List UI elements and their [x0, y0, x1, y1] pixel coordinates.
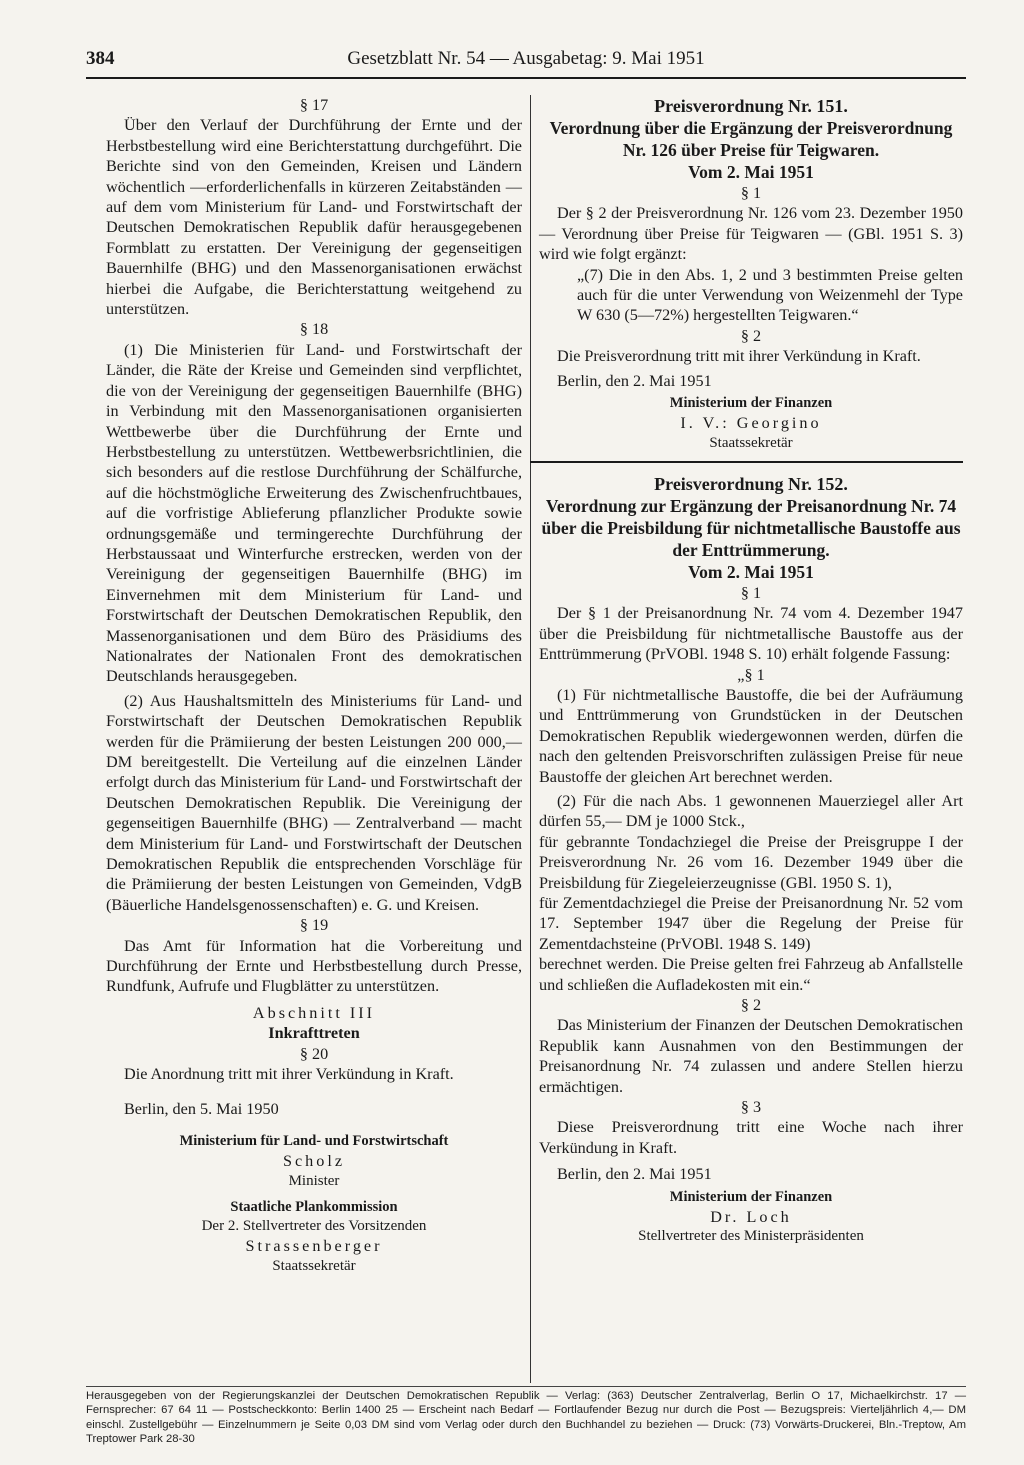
- section-20-title: § 20: [299, 1044, 329, 1063]
- section-17-title: § 17: [299, 96, 329, 114]
- decree-152-section-1-text: Der § 1 der Preisanordnung Nr. 74 vom 4. Dezember 1947 über die Preisbildung für nichtmetallische Baustoffe aus der Enttrümmerung (PrVOBl. 1948 S. 10) erhält folgende Fassung:: [539, 604, 963, 664]
- imprint-footer: [86, 1386, 966, 1446]
- decree-151-section-1-title: § 1: [740, 184, 762, 202]
- section-heading: Abschnitt III: [252, 1003, 376, 1022]
- header-rule: [86, 77, 966, 79]
- page-header: [86, 44, 966, 74]
- minister-role: Minister: [288, 1172, 340, 1189]
- section-18-paragraph-1: (1) Die Ministerien für Land- und Forstwirtschaft der Länder, die Räte der Kreise und Gemeinden sind verpflichtet, die von der Vereinigung der gegenseitigen Bauernhilfe (BHG) in Verbindung mit den Massenorganisationen organisierten Wettbewerbe über die Durchführung der Ernte und Herbstbestellung zu unterstützen. Wettbewerbsrichtlinien, die sich besonders auf die restlose Durchführung der Schälfurche, auf die höchstmögliche Erweiterung des Zwischenfruchtbaues, auf die vorfristige Ablieferung pflanzlicher Produkte sowie ordnungsgemäße und termingerechte Durchführung der Herbstaussaat und Winterfurche erstrecken, werden von der Vereinigung der gegenseitigen Bauernhilfe (BHG) im Einvernehmen mit dem Ministerium für Land- und Forstwirtschaft der Deutschen Demokratischen Republik, den Massenorganisationen und dem Büro des Präsidiums des Nationalrates der Nationalen Front des demokratischen Deutschlands herausgegeben.: [106, 340, 522, 686]
- decree-152-section-1-title: § 1: [740, 583, 762, 602]
- decree-152-signer-role: Stellvertreter des Ministerpräsidenten: [638, 1228, 864, 1245]
- decree-151-signature-city-date: Berlin, den 2. Mai 1951: [557, 371, 712, 390]
- section-20-text: Die Anordnung tritt mit ihrer Verkündung in Kraft.: [124, 1065, 454, 1084]
- secretary-name: Strassenberger: [245, 1237, 383, 1256]
- decree-151-quote: „(7) Die in den Abs. 1, 2 und 3 bestimmten Preise gelten auch für die unter Verwendung von Weizenmehl der Type W 630 (5—72%) hergestellten Teigwaren.“: [577, 265, 963, 325]
- deputy-role: Der 2. Stellvertreter des Vorsitzenden: [201, 1218, 427, 1235]
- decree-151-signer: I. V.: Georgino: [680, 414, 822, 433]
- decree-151-subtitle: Verordnung über die Ergänzung der Preisverordnung Nr. 126 über Preise für Teigwaren.: [549, 118, 953, 160]
- section-17-text: Über den Verlauf der Durchführung der Ernte und der Herbstbestellung wird eine Berichterstattung durchgeführt. Die Berichte sind von den Gemeinden, Kreisen und Ländern wöchentlich —erforderlichenfalls in kürzeren Zeitabständen — auf dem vom Ministerium für Land- und Forstwirtschaft der Deutschen Demokratischen Republik dafür herausgegebenen Formblatt zu erstatten. Der Vereinigung der gegenseitigen Bauernhilfe (BHG) und den Massenorganisationen erwächst hierbei die Aufgabe, die Berichterstattung weitgehend zu unterstützen.: [106, 116, 522, 319]
- decree-152-ministry: Ministerium der Finanzen: [669, 1188, 833, 1205]
- signature-city-date: Berlin, den 5. Mai 1950: [124, 1099, 279, 1118]
- decree-152-title: Preisverordnung Nr. 152.: [654, 473, 848, 494]
- decree-151-section-2-text: Die Preisverordnung tritt mit ihrer Verkündung in Kraft.: [557, 347, 921, 366]
- column-divider: [530, 95, 531, 1383]
- decree-152-section-3-text: Diese Preisverordnung tritt eine Woche nach ihrer Verkündung in Kraft.: [539, 1118, 963, 1157]
- signature-block: [106, 1131, 522, 1276]
- section-18-title: § 18: [299, 320, 329, 339]
- decree-152-signature-city-date: Berlin, den 2. Mai 1951: [557, 1165, 712, 1184]
- commission-name: Staatliche Plankommission: [230, 1198, 398, 1215]
- left-column: [106, 95, 522, 1276]
- decree-152-section-2-title: § 2: [740, 996, 762, 1014]
- decree-152-signer: Dr. Loch: [710, 1208, 792, 1227]
- decree-151-section-1-text: Der § 2 der Preisverordnung Nr. 126 vom 23. Dezember 1950 — Verordnung über Preise für Teigwaren — (GBl. 1951 S. 3) wird wie folgt ergänzt:: [539, 204, 963, 264]
- page-title: Gesetzblatt Nr. 54 — Ausgabetag: 9. Mai 1951: [347, 48, 705, 69]
- decree-separator: [530, 461, 963, 463]
- decree-152-quote-paragraph-1: (1) Für nichtmetallische Baustoffe, die bei der Aufräumung und Enttrümmerung von Grundstücken in der Deutschen Demokratischen Republik wiedergewonnen werden, dürfen die nach den geltenden Preisvorschriften zulässigen Preise für neue Baustoffe der gleichen Art berechnet werden.: [539, 685, 963, 786]
- decree-152-section-2-text: Das Ministerium der Finanzen der Deutschen Demokratischen Republik kann Ausnahmen von den Bestimmungen der Preisanordnung Nr. 74 zulassen und andere Stellen hierzu ermächtigen.: [539, 1016, 963, 1096]
- decree-152-quote-paragraph-2a: (2) Für die nach Abs. 1 gewonnenen Mauerziegel aller Art dürfen 55,— DM je 1000 Stck.,: [539, 791, 963, 831]
- decree-152-quote-paragraph-2d: berechnet werden. Die Preise gelten frei Fahrzeug ab Anfallstelle und schließen die Aufladekosten mit ein.“: [539, 955, 963, 994]
- section-19-title: § 19: [299, 916, 329, 935]
- ministry-name: Ministerium für Land- und Forstwirtschaft: [179, 1132, 449, 1149]
- decree-151-signer-role: Staatssekretär: [709, 434, 793, 451]
- decree-151-date: Vom 2. Mai 1951: [688, 162, 814, 182]
- decree-152-section-3-title: § 3: [740, 1098, 762, 1117]
- imprint-text: Herausgegeben von der Regierungskanzlei der Deutschen Demokratischen Republik — Verlag: (363) Deutscher Zentralverlag, Berlin O 17, Michaelkirchstr. 17 — Fernsprecher: 67 64 11 — Postscheckkonto: Berlin 1400 25 — Erscheint nach Bedarf — Fortlaufender Bezug nur durch die Post — Bezugspreis: Vierteljährlich 4,— DM einschl. Zustellgebühr — Einzelnummern je Seite 0,03 DM sind vom Verlag oder durch den Buchhandel zu beziehen — Druck: (73) Vorwärts-Druckerei, Bln.-Treptow, Am Treptower Park 28-30: [86, 1390, 966, 1445]
- secretary-role: Staatssekretär: [272, 1257, 356, 1274]
- decree-151-ministry: Ministerium der Finanzen: [669, 395, 833, 412]
- section-18-paragraph-2: (2) Aus Haushaltsmitteln des Ministeriums für Land- und Forstwirtschaft der Deutschen Demokratischen Republik werden für die Prämiierung der besten Leistungen 200 000,— DM bereitgestellt. Die Verteilung auf die einzelnen Länder erfolgt durch das Ministerium für Land- und Forstwirtschaft der Deutschen Demokratischen Republik. Die Vereinigung der gegenseitigen Bauernhilfe (BHG) — Zentralverband — macht dem Ministerium für Land- und Forstwirtschaft der Deutschen Demokratischen Republik die entsprechenden Vorschläge für die Prämiierung der besten Leistungen von Gemeinden, VdgB (Bäuerliche Handelsgenossenschaften) e. G. und Kreisen.: [106, 691, 522, 914]
- minister-name: Scholz: [282, 1152, 346, 1171]
- decree-152-date: Vom 2. Mai 1951: [688, 561, 814, 582]
- decree-151-section-2-title: § 2: [740, 326, 762, 345]
- decree-151-title: Preisverordnung Nr. 151.: [654, 96, 848, 116]
- right-column: [539, 95, 963, 1246]
- decree-152-quote-paragraph-2b: für gebrannte Tondachziegel die Preise der Preisgruppe I der Preisverordnung Nr. 26 vom 16. Dezember 1949 über die Preisbildung für Ziegeleierzeugnisse (GBl. 1950 S. 1),: [539, 832, 963, 892]
- section-subheading: Inkrafttreten: [268, 1024, 360, 1043]
- page-number: 384: [86, 48, 115, 69]
- decree-152-quote-paragraph-2c: für Zementdachziegel die Preise der Preisanordnung Nr. 52 vom 17. September 1947 über die Regelung der Preise für Zementdachsteine (PrVOBl. 1948 S. 149): [539, 893, 963, 953]
- decree-152-quote-title: „§ 1: [737, 665, 765, 684]
- decree-152-subtitle: Verordnung zur Ergänzung der Preisanordnung Nr. 74 über die Preisbildung für nichtmetallische Baustoffe aus der Enttrümmerung.: [541, 495, 961, 560]
- section-19-text: Das Amt für Information hat die Vorbereitung und Durchführung der Ernte und Herbstbestellung durch Presse, Rundfunk, Aufrufe und Flugblätter zu unterstützen.: [106, 936, 522, 996]
